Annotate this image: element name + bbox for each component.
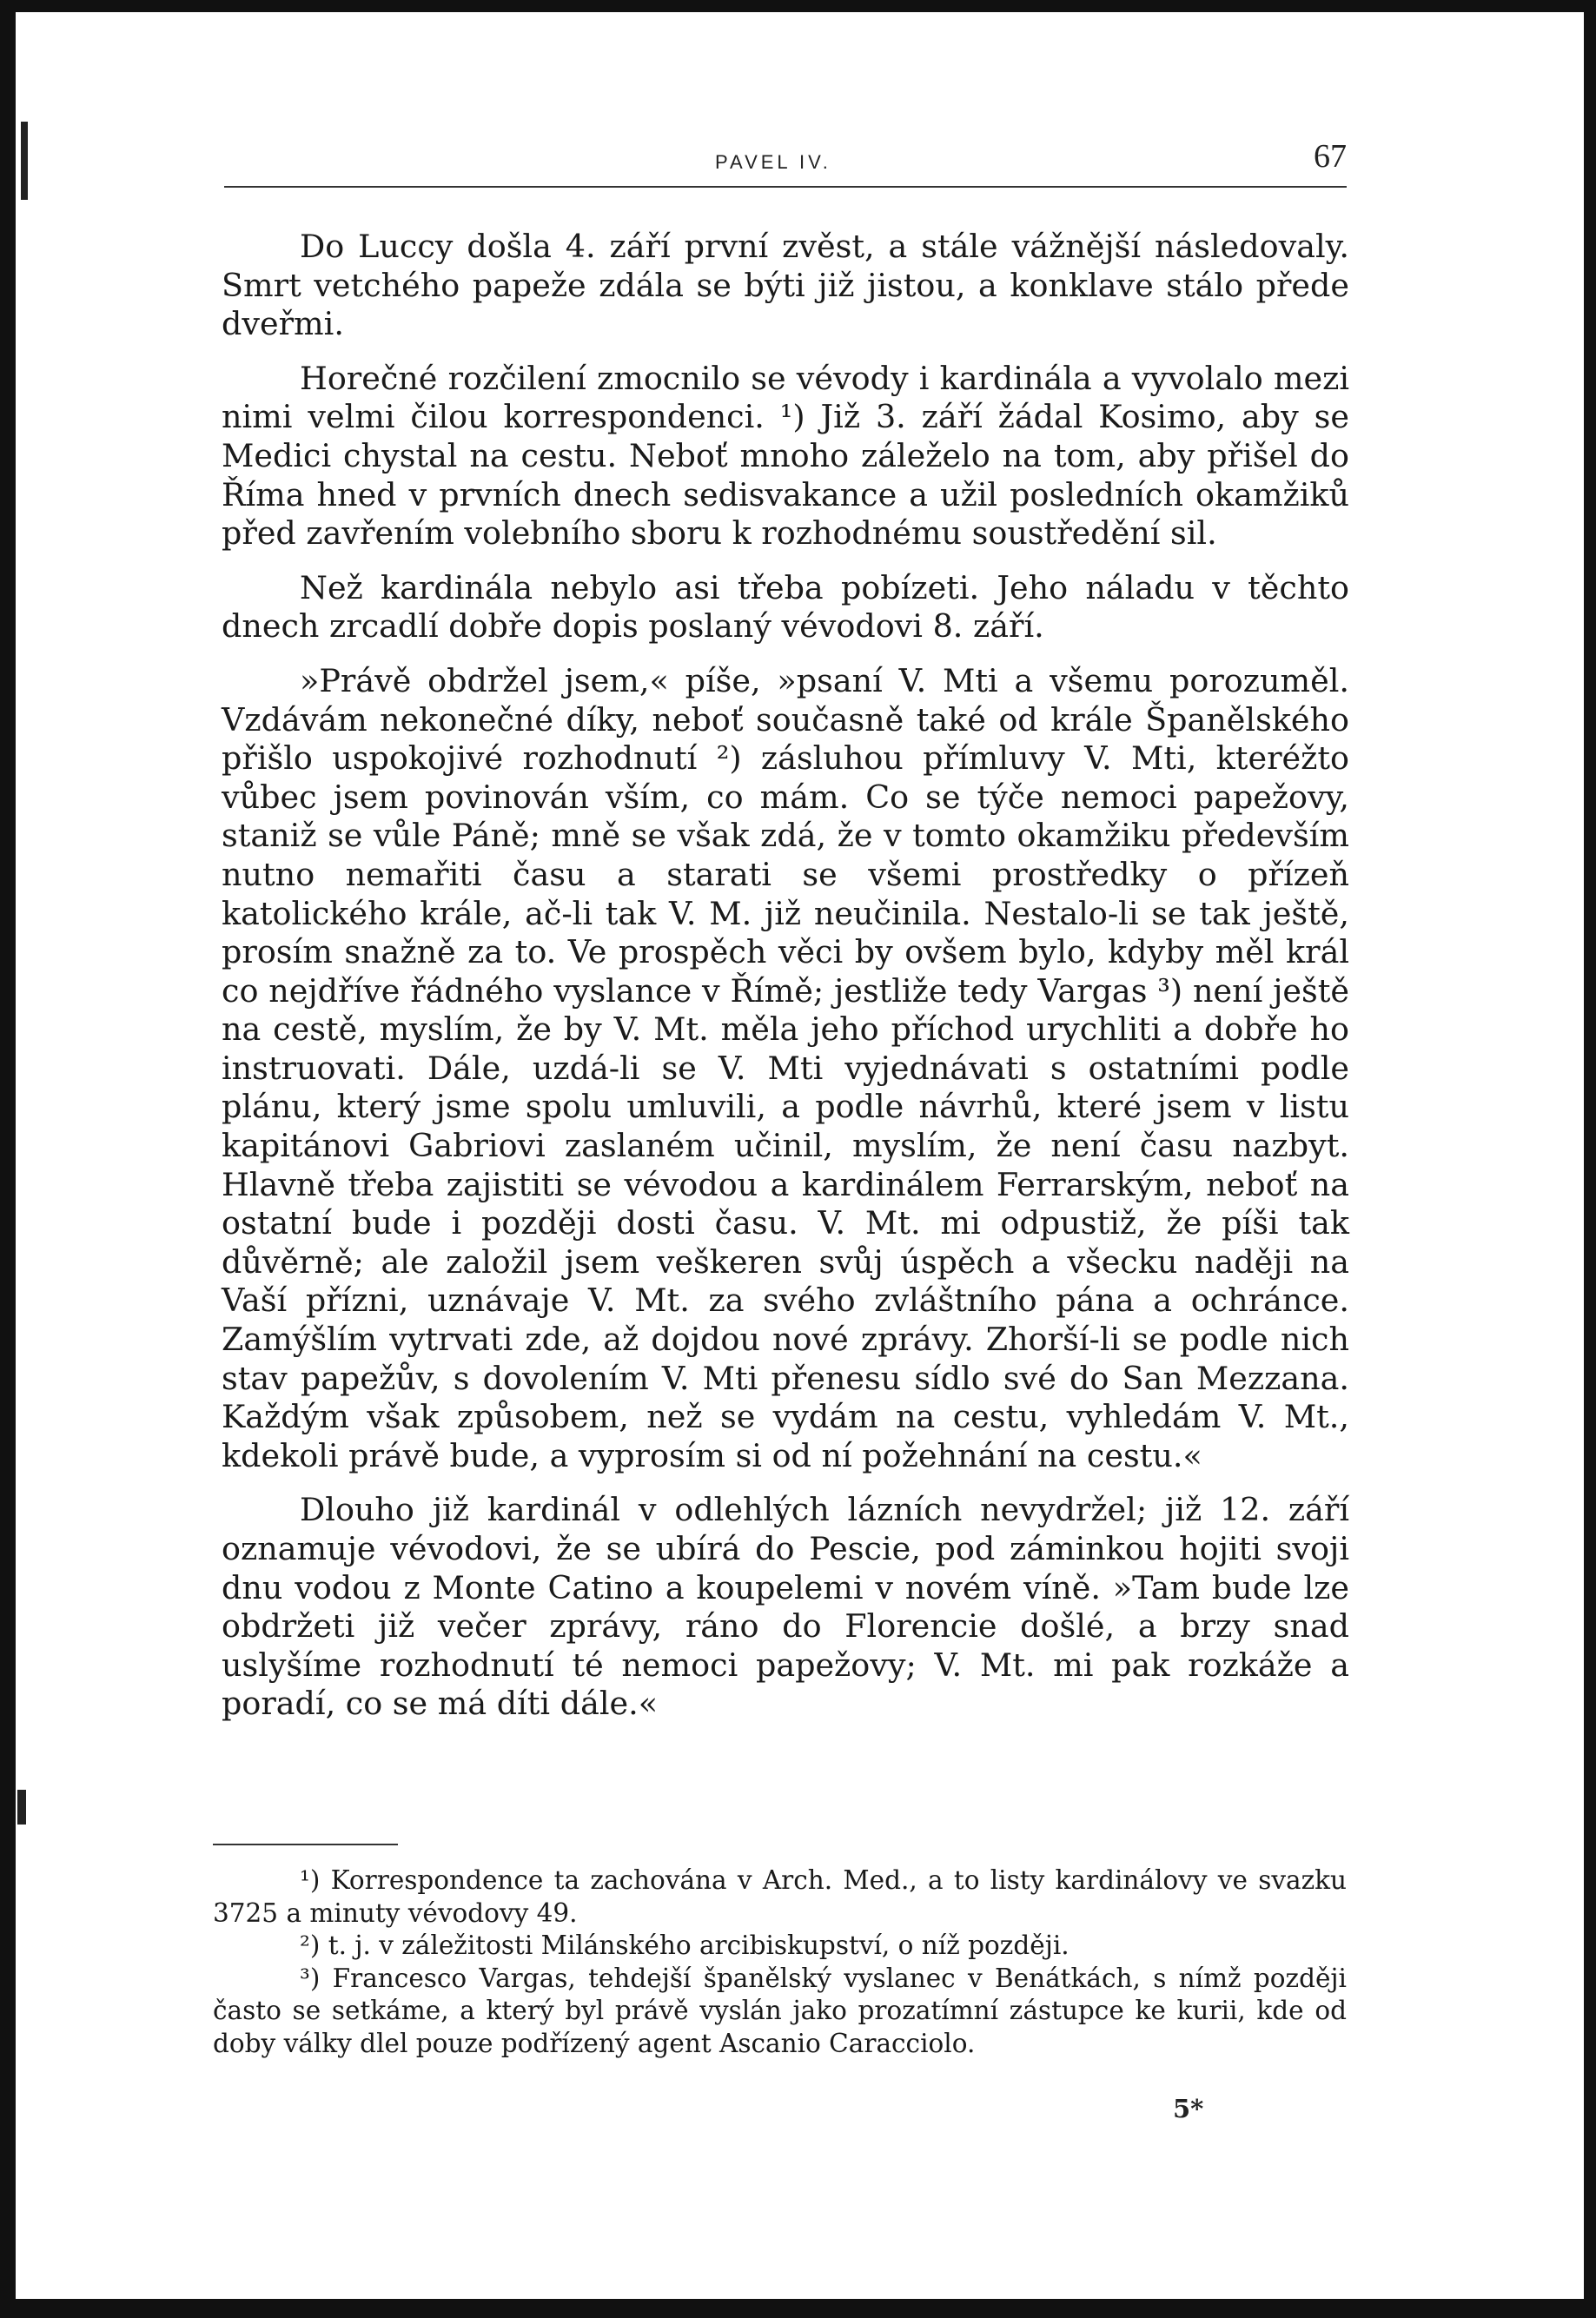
body-text xyxy=(222,228,1349,1739)
running-head: PAVEL IV. xyxy=(715,151,831,173)
paragraph: Dlouho již kardinál v odlehlých lázních nevydržel; již 12. září oznamuje vévodovi, že se ubírá do Pescie, pod záminkou hojiti svoji dnu vodou z Monte Catino a koupelemi v novém víně. »Tam bude lze obdržeti již večer zprávy, ráno do Florencie došlé, a brzy snad uslyšíme rozhodnutí té nemoci papežovy; V. Mt. mi pak rozkáže a poradí, co se má díti dále.« xyxy=(222,1491,1349,1723)
binding-mark-top xyxy=(21,122,28,200)
footnote: ³) Francesco Vargas, tehdejší španělský vyslanec v Benátkách, s nímž později často se setkáme, a který byl právě vyslán jako prozatímní zástupce ke kurii, kde od doby války dlel pouze podřízený agent Ascanio Caracciolo. xyxy=(213,1963,1347,2058)
footnote-divider xyxy=(213,1844,398,1845)
page-header xyxy=(224,137,1347,188)
signature-mark: 5* xyxy=(1173,2094,1204,2123)
footnote: ¹) Korrespondence ta zachována v Arch. Med., a to listy kardinálovy ve svazku 3725 a minuty vévodovy 49. xyxy=(213,1865,1347,1928)
paragraph: Než kardinála nebylo asi třeba pobízeti. Jeho náladu v těchto dnech zrcadlí dobře dopis poslaný vévodovi 8. září. xyxy=(222,568,1349,646)
footnote: ²) t. j. v záležitosti Milánského arcibiskupství, o níž později. xyxy=(300,1931,1070,1960)
paragraph: »Právě obdržel jsem,« píše, »psaní V. Mti a všemu porozuměl. Vzdávám nekonečné díky, neboť současně také od krále Španělského přišlo uspokojivé rozhodnutí ²) zásluhou přímluvy V. Mti, kteréžto vůbec jsem povinován vším, co mám. Co se týče nemoci papežovy, staniž se vůle Páně; mně se však zdá, že v tomto okamžiku především nutno nemařiti času a starati se všemi prostředky o přízeň katolického krále, ač-li tak V. M. již neučinila. Nestalo-li se tak ještě, prosím snažně za to. Ve prospěch věci by ovšem bylo, kdyby měl král co nejdříve řádného vyslance v Římě; jestliže tedy Vargas ³) není ještě na cestě, myslím, že by V. Mt. měla jeho příchod urychliti a dobře ho instruovati. Dále, uzdá-li se V. Mti vyjednávati s ostatními podle plánu, který jsme spolu umluvili, a podle návrhů, které jsem v listu kapitánovi Gabriovi zaslaném učinil, myslím, že není času nazbyt. Hlavně třeba zajistiti se vévodou a kardinálem Ferrarským, neboť na ostatní bude i později dosti času. V. Mt. mi odpustiž, že píši tak důvěrně; ale založil jsem veškeren svůj úspěch a všecku naději na Vaší přízni, uznávaje V. Mt. za svého zvláštního pána a ochránce. Zamýšlím vytrvati zde, až dojdou nové zprávy. Zhorší-li se podle nich stav papežův, s dovolením V. Mti přenesu sídlo své do San Mezzana. Každým však způsobem, než se vydám na cestu, vyhledám V. Mt., kdekoli právě bude, a vyprosím si od ní požehnání na cestu.« xyxy=(222,661,1349,1474)
paragraph: Horečné rozčilení zmocnilo se vévody i kardinála a vyvolalo mezi nimi velmi čilou korrespondenci. ¹) Již 3. září žádal Kosimo, aby se Medici chystal na cestu. Neboť mnoho záleželo na tom, aby přišel do Říma hned v prvních dnech sedisvakance a užil posledních okamžiků před zavřením volebního sboru k rozhodnému soustředění sil. xyxy=(222,359,1349,553)
page-number: 67 xyxy=(1314,138,1347,175)
binding-mark-bottom xyxy=(17,1790,26,1825)
footnotes xyxy=(213,1864,1347,2060)
paragraph: Do Luccy došla 4. září první zvěst, a stále vážnější následovaly. Smrt vetchého papeže zdála se býti již jistou, a konklave stálo přede dveřmi. xyxy=(222,228,1349,343)
